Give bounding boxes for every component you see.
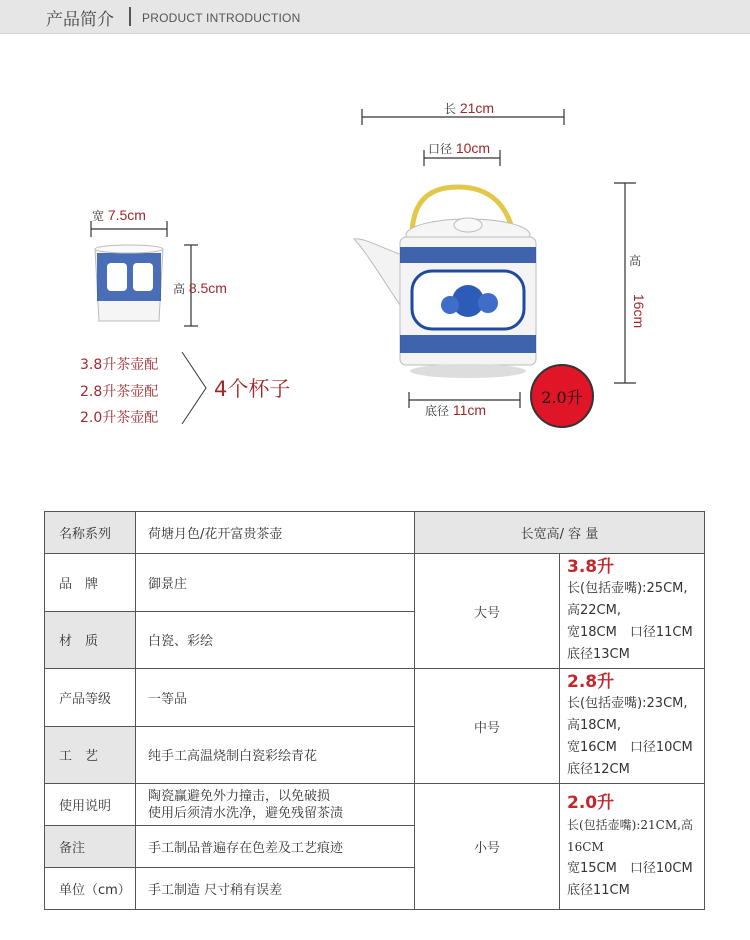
row-value: 荷塘月色/花开富贵茶壶	[136, 512, 415, 554]
row-label: 单位（cm）	[45, 868, 136, 910]
cup-pairing-label: 2.0升茶壶配	[80, 410, 159, 426]
row-value: 一等品	[136, 669, 415, 727]
cup-height-dimension	[173, 280, 227, 297]
row-label: 品 牌	[45, 554, 136, 612]
size-line: 长(包括壶嘴):25CM,高22CM,	[567, 581, 688, 618]
teapot-image	[350, 175, 540, 380]
size-line: 宽16CM 口径10CM	[567, 740, 693, 755]
size-line: 长(包括壶嘴):21CM,高16CM	[567, 817, 693, 854]
cup-height-label: 高	[173, 282, 186, 296]
size-capacity: 2.0升	[567, 792, 615, 813]
section-subtitle: PRODUCT INTRODUCTION	[142, 11, 301, 25]
cup-image	[93, 243, 165, 327]
cup-pairing-label: 2.8升茶壶配	[80, 384, 159, 400]
base-label: 底径	[425, 404, 450, 418]
size-detail	[560, 669, 705, 784]
size-line: 宽18CM 口径11CM	[567, 625, 693, 640]
size-capacity: 3.8升	[567, 557, 615, 577]
row-label: 产品等级	[45, 669, 136, 727]
size-detail	[560, 554, 705, 669]
base-dimension	[425, 402, 486, 419]
mouth-label: 口径	[428, 142, 453, 156]
usage-line: 使用后须清水洗净，避免残留茶渍	[148, 805, 344, 821]
size-line: 长(包括壶嘴):23CM,高18CM,	[567, 696, 688, 733]
row-value: 纯手工高温烧制白瓷彩绘青花	[136, 726, 415, 784]
size-name: 中号	[415, 669, 560, 784]
capacity-badge: 2.0升	[530, 364, 594, 428]
usage-line: 陶瓷赢避免外力撞击，以免破损	[148, 788, 331, 804]
row-label: 材 质	[45, 611, 136, 669]
row-value: 手工制品普遍存在色差及工艺痕迹	[136, 826, 415, 868]
mouth-value: 10cm	[455, 140, 491, 156]
length-dimension	[444, 100, 494, 117]
cup-width-value: 7.5cm	[107, 207, 146, 223]
cup-pairing-label: 3.8升茶壶配	[80, 357, 159, 373]
height-value-wrap	[631, 294, 647, 328]
cup-width-label: 宽	[92, 209, 105, 223]
size-line: 底径12CM	[567, 762, 630, 777]
mouth-dimension	[428, 140, 490, 157]
row-label: 工 艺	[45, 726, 136, 784]
row-label: 使用说明	[45, 784, 136, 826]
row-value	[136, 784, 415, 826]
row-label: 备注	[45, 826, 136, 868]
section-title: 产品简介	[46, 10, 114, 30]
row-value: 白瓷、彩绘	[136, 611, 415, 669]
size-name: 大号	[415, 554, 560, 669]
base-value: 11cm	[452, 402, 487, 418]
size-header: 长宽高/ 容 量	[415, 512, 705, 554]
height-value: 16cm	[631, 293, 648, 329]
spec-table	[44, 511, 705, 910]
cup-width-dimension	[92, 207, 146, 224]
size-line: 底径11CM	[567, 882, 630, 898]
size-line: 底径13CM	[567, 647, 630, 662]
size-capacity: 2.8升	[567, 672, 615, 692]
cup-height-value: 8.5cm	[188, 280, 227, 296]
row-value: 手工制造 尺寸稍有误差	[136, 868, 415, 910]
cup-count: 4个杯子	[214, 377, 291, 401]
row-value: 御景庄	[136, 554, 415, 612]
size-detail	[560, 784, 705, 910]
length-label: 长	[444, 102, 457, 116]
height-label: 高	[629, 254, 642, 268]
row-label: 名称系列	[45, 512, 136, 554]
size-name: 小号	[415, 784, 560, 910]
size-line: 宽15CM 口径10CM	[567, 860, 693, 876]
length-value: 21cm	[459, 100, 495, 116]
